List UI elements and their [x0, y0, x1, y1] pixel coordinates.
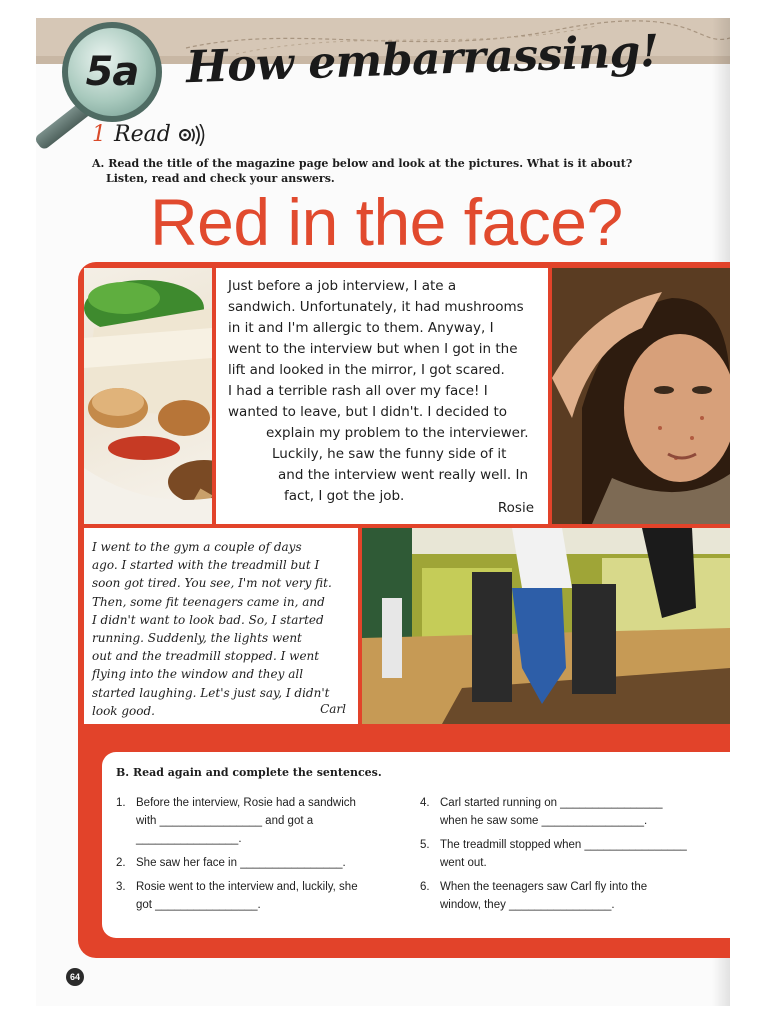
item-text: went out.: [440, 857, 487, 869]
item-text: The treadmill stopped when ________________: [440, 839, 687, 851]
story-line: ago. I started with the treadmill but I: [92, 558, 320, 573]
unit-title: How embarrassing!: [185, 25, 660, 94]
carl-story-text: [92, 538, 354, 720]
story-line: look good.: [92, 703, 155, 718]
carl-author: Carl: [320, 702, 346, 716]
exercise-item: [420, 794, 720, 830]
section-number: 1: [92, 122, 106, 147]
story-line: I didn't want to look bad. So, I started: [92, 612, 324, 627]
section-heading: [92, 122, 207, 147]
unit-badge: [62, 22, 162, 122]
story-line: went to the interview but when I got in the: [228, 341, 518, 357]
item-text: got ________________.: [136, 899, 261, 911]
item-text: Rosie went to the interview and, luckily, she: [136, 881, 358, 893]
exercise-item: [420, 878, 720, 914]
story-line: Luckily, he saw the funny side of it: [272, 446, 507, 462]
item-number: 4.: [420, 797, 430, 809]
story-line: I had a terrible rash all over my face! I: [228, 383, 488, 399]
story-line: fact, I got the job.: [284, 488, 405, 504]
exercise-b: [102, 752, 730, 938]
woman-photo: [552, 268, 730, 524]
item-text: She saw her face in ________________.: [136, 857, 346, 869]
exercise-column-left: [116, 794, 416, 920]
item-text: with ________________ and got a: [136, 815, 314, 827]
item-text: when he saw some ________________.: [440, 815, 648, 827]
story-line: wanted to leave, but I didn't. I decided to: [228, 404, 508, 420]
story-line: in it and I'm allergic to them. Anyway, I: [228, 320, 494, 336]
story-line: and the interview went really well. In: [278, 467, 529, 483]
exercise-item: [420, 836, 720, 872]
item-number: 6.: [420, 881, 430, 893]
story-line: Just before a job interview, I ate a: [228, 278, 457, 294]
instruction-a-line: A. Read the title of the magazine page below and look at the pictures. What is it about?: [92, 157, 633, 170]
item-number: 2.: [116, 857, 126, 869]
section-title: Read: [114, 122, 171, 147]
story-line: running. Suddenly, the lights went: [92, 631, 302, 646]
sandwich-photo: [84, 268, 212, 524]
instruction-a: [92, 156, 652, 186]
item-number: 1.: [116, 797, 126, 809]
story-line: flying into the window and they all: [92, 667, 304, 682]
exercise-b-title: B. Read again and complete the sentences.: [116, 766, 382, 779]
item-number: 5.: [420, 839, 430, 851]
item-text: window, they ________________.: [440, 899, 615, 911]
item-text: When the teenagers saw Carl fly into the: [440, 881, 648, 893]
rosie-story-text: [228, 276, 540, 507]
story-line: soon got tired. You see, I'm not very fit.: [92, 576, 332, 591]
audio-speaker-icon[interactable]: [179, 124, 207, 146]
exercise-item: [116, 794, 416, 848]
story-line: out and the treadmill stopped. I went: [92, 649, 320, 664]
carl-story: [84, 528, 358, 724]
rosie-author: Rosie: [497, 500, 534, 516]
story-line: sandwich. Unfortunately, it had mushrooms: [228, 299, 524, 315]
story-line: Then, some fit teenagers came in, and: [92, 594, 325, 609]
item-text: Before the interview, Rosie had a sandwich: [136, 797, 356, 809]
exercise-column-right: [420, 794, 720, 920]
magazine-title: Red in the face?: [150, 185, 623, 259]
story-line: explain my problem to the interviewer.: [266, 425, 529, 441]
story-line: I went to the gym a couple of days: [92, 540, 302, 554]
instruction-a-line: Listen, read and check your answers.: [106, 172, 335, 185]
rosie-story: [216, 268, 548, 524]
item-text: ________________.: [136, 833, 242, 845]
exercise-item: [116, 878, 416, 914]
story-line: started laughing. Let's just say, I didn't: [92, 685, 330, 700]
item-text: Carl started running on ________________: [440, 797, 663, 809]
gym-photo: [362, 528, 730, 724]
unit-number: 5a: [85, 49, 139, 95]
page-number: 64: [66, 968, 84, 986]
item-number: 3.: [116, 881, 126, 893]
story-line: lift and looked in the mirror, I got scared.: [228, 362, 505, 378]
exercise-item: [116, 854, 416, 872]
